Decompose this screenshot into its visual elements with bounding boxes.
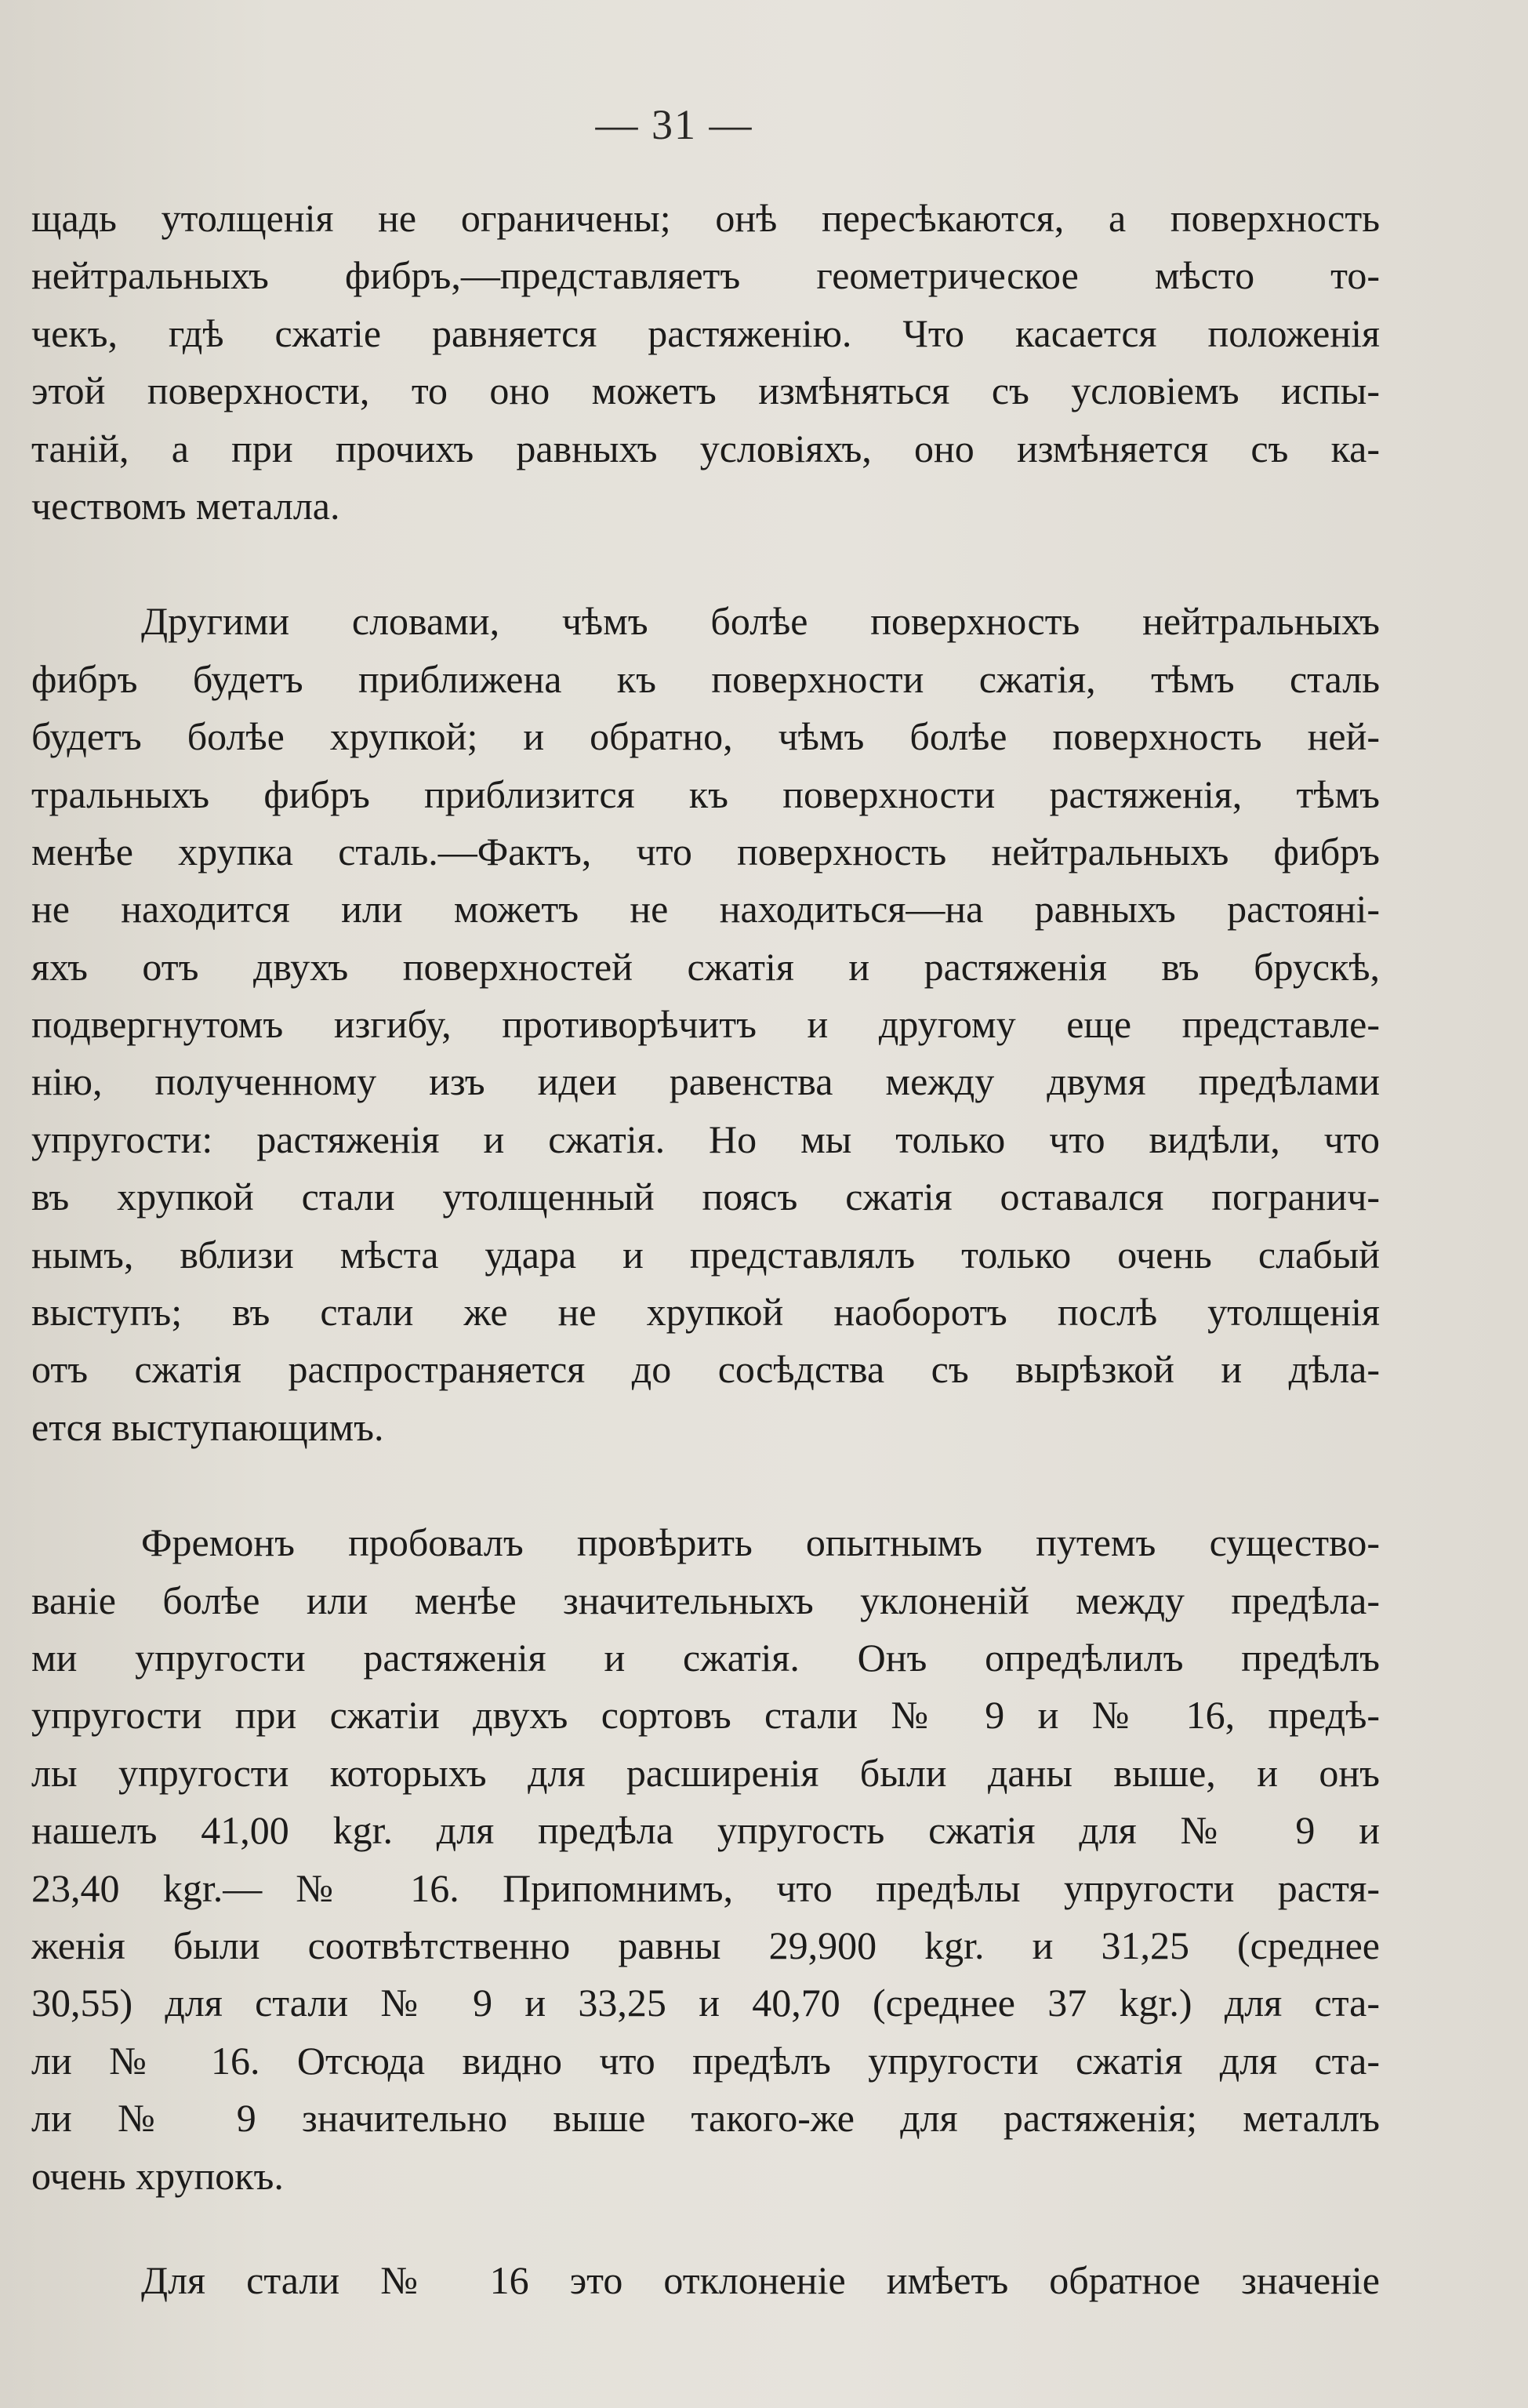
text-line: этой поверхности, то оно можетъ измѣняться съ условіемъ испы- <box>31 369 1380 413</box>
text-line: ли № 9 значительно выше такого-же для растяженія; металлъ <box>31 2096 1380 2141</box>
text-line: Для стали № 16 это отклоненіе имѣетъ обратное значеніе <box>141 2257 1380 2302</box>
text-line: Фремонъ пробовалъ провѣрить опытнымъ путемъ существо- <box>141 1520 1380 1565</box>
text-line: упругости: растяженія и сжатія. Но мы только что видѣли, что <box>31 1117 1380 1161</box>
text-line: упругости при сжатіи двухъ сортовъ стали № 9 и № 16, предѣ- <box>31 1693 1380 1738</box>
text-line: яхъ отъ двухъ поверхностей сжатія и растяженія въ брускѣ, <box>31 944 1380 989</box>
text-line: ваніе болѣе или менѣе значительныхъ уклоненій между предѣла- <box>31 1578 1380 1622</box>
text-line: тральныхъ фибръ приблизится къ поверхности растяженія, тѣмъ <box>31 772 1380 816</box>
text-line: фибръ будетъ приближена къ поверхности сжатія, тѣмъ сталь <box>31 656 1380 701</box>
paragraph-3 <box>31 1514 1380 2205</box>
text-line: нію, полученному изъ идеи равенства между двумя предѣлами <box>31 1059 1380 1104</box>
paragraph-gap <box>31 2205 1380 2252</box>
text-line: нейтральныхъ фибръ,—представляетъ геометрическое мѣсто то- <box>31 253 1380 298</box>
text-line: не находится или можетъ не находиться—на равныхъ растояні- <box>31 887 1380 932</box>
text-line: отъ сжатія распространяется до сосѣдства съ вырѣзкой и дѣла- <box>31 1347 1380 1392</box>
page-number: — 31 — <box>595 101 753 148</box>
paragraph-4 <box>31 2252 1380 2309</box>
text-line: ли № 16. Отсюда видно что предѣлъ упругости сжатія для ста- <box>31 2038 1380 2083</box>
text-line: ми упругости растяженія и сжатія. Онъ опредѣлилъ предѣлъ <box>31 1635 1380 1680</box>
text-line: выступъ; въ стали же не хрупкой наоборотъ послѣ утолщенія <box>31 1290 1380 1335</box>
paragraph-gap <box>31 535 1380 593</box>
paragraph-gap <box>31 1456 1380 1514</box>
text-line: лы упругости которыхъ для расширенія были даны выше, и онъ <box>31 1750 1380 1795</box>
text-line: очень хрупокъ. <box>31 2153 284 2198</box>
text-line: чествомъ металла. <box>31 483 340 528</box>
text-line: будетъ болѣе хрупкой; и обратно, чѣмъ болѣе поверхность ней- <box>31 714 1380 759</box>
text-line: чекъ, гдѣ сжатіе равняется растяженію. Что касается положенія <box>31 311 1380 355</box>
text-line: женія были соотвѣтственно равны 29,900 kgr. и 31,25 (среднее <box>31 1923 1380 1967</box>
text-line: въ хрупкой стали утолщенный поясъ сжатія оставался погранич- <box>31 1175 1380 1219</box>
text-line: таній, а при прочихъ равныхъ условіяхъ, оно измѣняется съ ка- <box>31 426 1380 470</box>
text-line: нашелъ 41,00 kgr. для предѣла упругость сжатія для № 9 и <box>31 1808 1380 1853</box>
text-line: 23,40 kgr.—№ 16. Припомнимъ, что предѣлы упругости растя- <box>31 1865 1380 1910</box>
text-line: менѣе хрупка сталь.—Фактъ, что поверхность нейтральныхъ фибръ <box>31 829 1380 873</box>
text-line: 30,55) для стали № 9 и 33,25 и 40,70 (среднее 37 kgr.) для ста- <box>31 1981 1380 2025</box>
text-line: подвергнутомъ изгибу, противорѣчитъ и другому еще представле- <box>31 1002 1380 1047</box>
text-line: Другими словами, чѣмъ болѣе поверхность нейтральныхъ <box>141 599 1380 644</box>
text-line: щадь утолщенія не ограничены; онѣ пересѣкаются, а поверхность <box>31 196 1380 240</box>
text-line: нымъ, вблизи мѣста удара и представлялъ только очень слабый <box>31 1232 1380 1277</box>
body-text <box>31 190 1380 2309</box>
paragraph-1 <box>31 190 1380 535</box>
paragraph-2 <box>31 593 1380 1456</box>
text-line: ется выступающимъ. <box>31 1404 384 1449</box>
